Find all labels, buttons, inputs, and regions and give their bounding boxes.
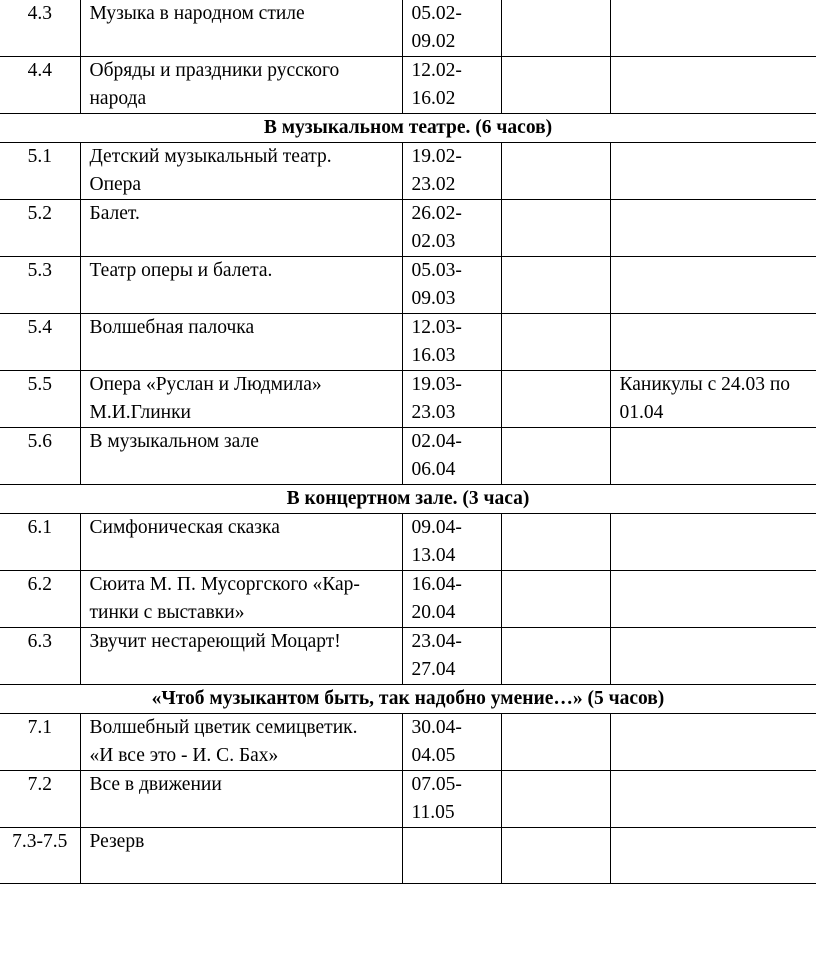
lesson-note-cell: Каникулы с 24.03 по 01.04 [610, 371, 816, 428]
lesson-actual-date-cell [501, 0, 610, 57]
lesson-number-cell: 6.2 [0, 571, 80, 628]
lesson-number-cell: 7.2 [0, 771, 80, 828]
lesson-note-cell [610, 628, 816, 685]
section-title: В музыкальном театре. (6 часов) [0, 114, 816, 143]
lesson-actual-date-cell [501, 428, 610, 485]
lesson-date-cell: 05.03- 09.03 [402, 257, 501, 314]
lesson-number-cell: 5.5 [0, 371, 80, 428]
lesson-note-cell [610, 571, 816, 628]
lesson-row [0, 371, 816, 428]
lesson-number-cell: 5.3 [0, 257, 80, 314]
lesson-date-cell: 26.02- 02.03 [402, 200, 501, 257]
lesson-row [0, 514, 816, 571]
lesson-row [0, 143, 816, 200]
lesson-actual-date-cell [501, 200, 610, 257]
lesson-row [0, 571, 816, 628]
lesson-number-cell: 4.4 [0, 57, 80, 114]
lesson-topic-cell: Музыка в народном стиле [80, 0, 402, 57]
lesson-row [0, 771, 816, 828]
lesson-row [0, 200, 816, 257]
lesson-note-cell [610, 143, 816, 200]
lesson-date-cell: 07.05- 11.05 [402, 771, 501, 828]
lesson-date-cell: 12.02- 16.02 [402, 57, 501, 114]
section-title: В концертном зале. (3 часа) [0, 485, 816, 514]
lesson-topic-cell: Театр оперы и балета. [80, 257, 402, 314]
lesson-note-cell [610, 314, 816, 371]
lesson-row [0, 628, 816, 685]
lesson-date-cell: 09.04- 13.04 [402, 514, 501, 571]
lesson-topic-cell: Волшебный цветик семицветик. «И все это - И. С. Бах» [80, 714, 402, 771]
lesson-number-cell: 5.6 [0, 428, 80, 485]
section-title: «Чтоб музыкантом быть, так надобно умение…» (5 часов) [0, 685, 816, 714]
lesson-number-cell: 7.1 [0, 714, 80, 771]
lesson-topic-cell: Детский музыкальный театр. Опера [80, 143, 402, 200]
lesson-number-cell: 5.1 [0, 143, 80, 200]
lesson-actual-date-cell [501, 771, 610, 828]
lesson-date-cell: 19.03- 23.03 [402, 371, 501, 428]
lesson-number-cell: 6.1 [0, 514, 80, 571]
section-header-row [0, 114, 816, 143]
lesson-actual-date-cell [501, 714, 610, 771]
lesson-topic-cell: Обряды и праздники русского народа [80, 57, 402, 114]
lesson-date-cell: 12.03- 16.03 [402, 314, 501, 371]
lesson-row [0, 714, 816, 771]
lesson-topic-cell: В музыкальном зале [80, 428, 402, 485]
section-header-row [0, 485, 816, 514]
lesson-note-cell [610, 57, 816, 114]
lesson-date-cell: 05.02- 09.02 [402, 0, 501, 57]
lesson-number-cell: 5.4 [0, 314, 80, 371]
lesson-actual-date-cell [501, 514, 610, 571]
lesson-note-cell [610, 514, 816, 571]
lesson-topic-cell: Звучит нестареющий Моцарт! [80, 628, 402, 685]
lesson-actual-date-cell [501, 628, 610, 685]
lesson-topic-cell: Балет. [80, 200, 402, 257]
lesson-actual-date-cell [501, 314, 610, 371]
lesson-topic-cell: Симфоническая сказка [80, 514, 402, 571]
lesson-actual-date-cell [501, 257, 610, 314]
lesson-row [0, 828, 816, 884]
lesson-topic-cell: Опера «Руслан и Людмила» М.И.Глинки [80, 371, 402, 428]
lesson-note-cell [610, 771, 816, 828]
lesson-row [0, 314, 816, 371]
lesson-number-cell: 5.2 [0, 200, 80, 257]
lesson-date-cell: 02.04- 06.04 [402, 428, 501, 485]
lesson-date-cell: 19.02- 23.02 [402, 143, 501, 200]
lesson-note-cell [610, 200, 816, 257]
lesson-note-cell [610, 428, 816, 485]
lesson-note-cell [610, 257, 816, 314]
lesson-topic-cell: Все в движении [80, 771, 402, 828]
lesson-number-cell: 4.3 [0, 0, 80, 57]
lesson-actual-date-cell [501, 143, 610, 200]
lesson-row [0, 57, 816, 114]
lesson-number-cell: 7.3-7.5 [0, 828, 80, 884]
lesson-date-cell: 30.04- 04.05 [402, 714, 501, 771]
lesson-note-cell [610, 0, 816, 57]
lesson-note-cell [610, 714, 816, 771]
lesson-actual-date-cell [501, 828, 610, 884]
lesson-note-cell [610, 828, 816, 884]
section-header-row [0, 685, 816, 714]
lesson-topic-cell: Сюита М. П. Мусоргского «Кар- тинки с выставки» [80, 571, 402, 628]
lesson-topic-cell: Резерв [80, 828, 402, 884]
lesson-topic-cell: Волшебная палочка [80, 314, 402, 371]
lesson-number-cell: 6.3 [0, 628, 80, 685]
lesson-actual-date-cell [501, 57, 610, 114]
lesson-date-cell [402, 828, 501, 884]
lesson-date-cell: 23.04- 27.04 [402, 628, 501, 685]
lesson-row [0, 257, 816, 314]
lesson-row [0, 0, 816, 57]
lesson-row [0, 428, 816, 485]
lesson-actual-date-cell [501, 571, 610, 628]
lesson-actual-date-cell [501, 371, 610, 428]
lesson-date-cell: 16.04- 20.04 [402, 571, 501, 628]
